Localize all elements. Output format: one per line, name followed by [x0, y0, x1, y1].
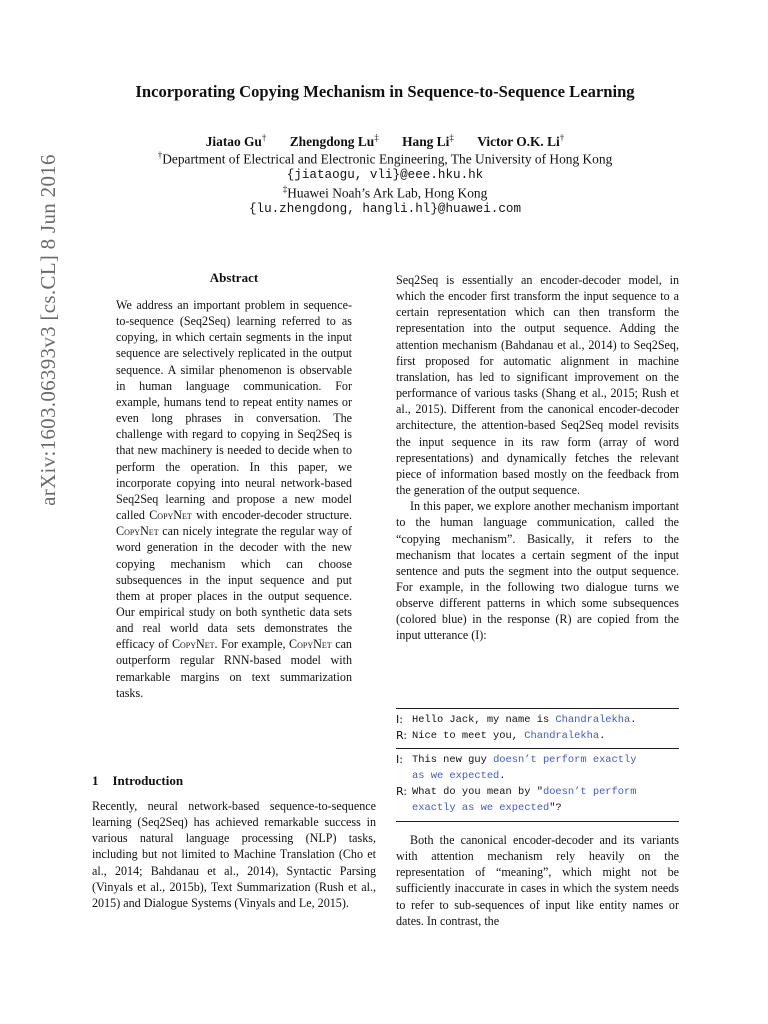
section-heading-introduction: 1 Introduction	[92, 773, 184, 788]
author: Zhengdong Lu‡	[289, 133, 379, 150]
model-name: CopyNet	[289, 637, 332, 652]
email-hku: {jiataogu, vli}@eee.hku.hk	[286, 168, 484, 182]
paragraph: In this paper, we explore another mechanism important to the human language communication, called the “copying mechanism”. Basically, it refers to the mechanism that locates a certain segment of the input sentence and puts the segment into the output sequence. For example, in the following two dialogue turns we observe different patterns in which some subsequences (colored blue) in the response (R) are copied from the input utterance (I):	[396, 499, 679, 643]
abstract-text: We address an important problem in sequence-to-sequence (Seq2Seq) learning referred to as copying, in which certain segments in the input sequence are selectively replicated in the output sequence. A similar phenomenon is observable in human language communication. For example, humans tend to repeat entity names or even long phrases in conversation. The challenge with regard to copying in Seq2Seq is that new machinery is needed to decide when to perform the operation. In this paper, we incorporate copying into neural network-based Seq2Seq learning and propose a new model called CopyNet with encoder-decoder structure. CopyNet can nicely integrate the regular way of word generation in the decoder with the new copying mechanism which can choose subsequences in the input sequence and put them at proper places in the output sequence. Our empirical study on both synthetic data sets and real world data sets demonstrates the efficacy of CopyNet. For example, CopyNet can outperform regular RNN-based model with remarkable margins on text summarization tasks.	[116, 298, 352, 700]
paragraph: Seq2Seq is essentially an encoder-decoder model, in which the encoder first transform the input sequence to a certain representation which can then transform the representation into the output sequence. Adding the attention mechanism (Bahdanau et al., 2014) to Seq2Seq, first proposed for automatic alignment in machine translation, has led to significant improvement on the performance of various tasks (Shang et al., 2015; Rush et al., 2015). Different from the canonical encoder-decoder architecture, the attention-based Seq2Seq model revisits the input sequence in its raw form (array of word representations) and dynamically fetches the relevant piece of information based mostly on the feedback from the generation of the output sequence.	[396, 273, 679, 498]
dialog-response-line: R: Nice to meet you, Chandralekha.	[396, 729, 606, 742]
dialog-example-2: I: This new guy doesn’t perform exactly as we expected. R: What do you mean by "doesn’t perform exactly as we expected"?	[396, 752, 679, 816]
right-column-text	[396, 272, 679, 644]
dialog-example-1	[396, 712, 679, 744]
author-list	[90, 133, 680, 150]
email-huawei: {lu.zhengdong, hangli.hl}@huawei.com	[248, 202, 522, 216]
author: Victor O.K. Li†	[477, 133, 565, 150]
author: Hang Li‡	[402, 133, 454, 150]
dialog-rule	[396, 748, 679, 749]
arxiv-stamp: arXiv:1603.06393v3 [cs.CL] 8 Jun 2016	[36, 154, 60, 506]
abstract-heading: Abstract	[209, 270, 259, 285]
paragraph: Both the canonical encoder-decoder and its variants with attention mechanism rely heavily on the representation of “meaning”, which might not be sufficiently inaccurate in cases in which the system needs to refer to sub-sequences of input like entity names or dates. In contrast, the	[396, 833, 679, 928]
affiliation-hku: †Department of Electrical and Electronic Engineering, The University of Hong Kong	[157, 150, 613, 167]
affiliation-huawei: ‡Huawei Noah’s Ark Lab, Hong Kong	[282, 184, 488, 201]
dialog-response-line: R: What do you mean by "doesn’t perform	[396, 785, 637, 798]
introduction-text: Recently, neural network-based sequence-to-sequence learning (Seq2Seq) has achieved remarkable success in various natural language processing (NLP) tasks, including but not limited to Machine Translation (Cho et al., 2014; Bahdanau et al., 2014), Syntactic Parsing (Vinyals et al., 2015b), Text Summarization (Rush et al., 2015) and Dialogue Systems (Vinyals and Le, 2015).	[92, 799, 376, 910]
dialog-rule	[396, 821, 679, 822]
author: Jiatao Gu†	[205, 133, 267, 150]
dialog-rule	[396, 708, 679, 709]
model-name: CopyNet	[116, 524, 159, 539]
model-name: CopyNet	[171, 637, 215, 652]
dialog-input-line: I: Hello Jack, my name is Chandralekha.	[396, 713, 637, 726]
model-name: CopyNet	[149, 508, 192, 523]
paper-title: Incorporating Copying Mechanism in Sequence-to-Sequence Learning	[135, 82, 635, 101]
dialog-input-line: I: This new guy doesn’t perform exactly	[396, 753, 637, 766]
